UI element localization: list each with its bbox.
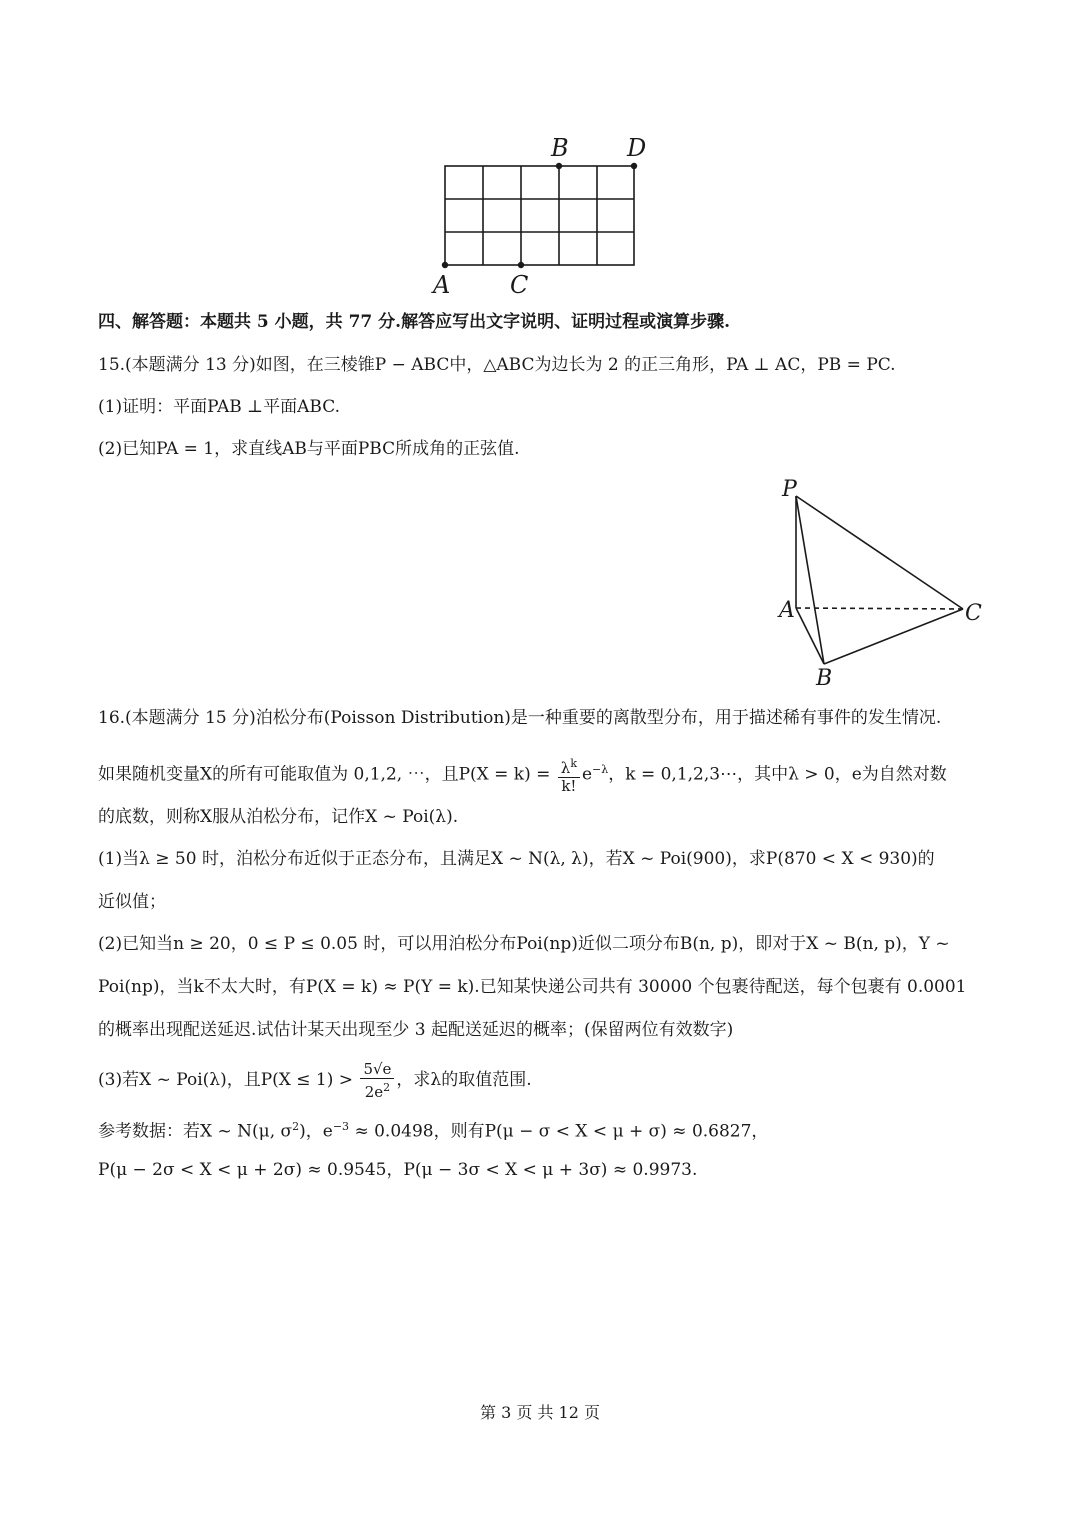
page-footer: 第 3 页 共 12 页 bbox=[480, 1403, 600, 1422]
edge-ac bbox=[796, 608, 963, 609]
part3-frac-den-sup: 2 bbox=[383, 1080, 391, 1094]
part3-fraction bbox=[360, 1061, 394, 1101]
part3-frac-den: 2e bbox=[364, 1082, 384, 1101]
exp-sup: −λ bbox=[592, 763, 609, 776]
label-a: A bbox=[779, 598, 795, 623]
label-b: B bbox=[816, 666, 833, 691]
tetrahedron-figure bbox=[770, 470, 990, 695]
exp-base: e bbox=[581, 764, 593, 785]
ref1-post: ≈ 0.0498，则有P(μ − σ < X < μ + σ) ≈ 0.6827， bbox=[349, 1121, 769, 1142]
ref1-sup: 2 bbox=[292, 1120, 300, 1133]
q16-part3-post: ，求λ的取值范围. bbox=[396, 1070, 532, 1090]
q15-part1: (1)证明：平面PAB ⊥平面ABC. bbox=[98, 397, 341, 417]
label-d: D bbox=[627, 134, 647, 162]
part3-frac-num: 5√e bbox=[360, 1061, 394, 1079]
q16-line2 bbox=[98, 748, 947, 796]
edge-pc bbox=[796, 496, 963, 609]
label-b: B bbox=[551, 134, 569, 162]
point-d bbox=[631, 163, 637, 169]
q16-line2-pre: 如果随机变量X的所有可能取值为 0,1,2, ⋯，且P(X = k) = bbox=[98, 764, 551, 785]
ref1-pre: 参考数据：若X ~ N(μ, σ bbox=[98, 1121, 293, 1142]
frac-num: λ bbox=[560, 759, 571, 778]
ref1-mid: )，e bbox=[299, 1121, 333, 1142]
frac-den: k! bbox=[561, 777, 577, 796]
q16-ref1 bbox=[98, 1115, 768, 1144]
q16-line1: 16.(本题满分 15 分)泊松分布(Poisson Distribution)是一种重要的离散型分布，用于描述稀有事件的发生情况. bbox=[98, 708, 942, 728]
q15-stem: 15.(本题满分 13 分)如图，在三棱锥P − ABC中，△ABC为边长为 2 的正三角形，PA ⊥ AC，PB = PC. bbox=[98, 355, 896, 375]
q16-line3: 的底数，则称X服从泊松分布，记作X ~ Poi(λ). bbox=[98, 807, 459, 827]
section-heading: 四、解答题：本题共 5 小题，共 77 分.解答应写出文字说明、证明过程或演算步骤. bbox=[98, 312, 730, 332]
label-a: A bbox=[433, 271, 451, 299]
edge-pb bbox=[796, 496, 824, 664]
frac-num-sup: k bbox=[570, 757, 577, 771]
q16-part1-a: (1)当λ ≥ 50 时，泊松分布近似于正态分布，且满足X ~ N(λ, λ)，若X ~ Poi(900)，求P(870 < X < 930)的 bbox=[98, 849, 935, 869]
q15-part2: (2)已知PA = 1，求直线AB与平面PBC所成角的正弦值. bbox=[98, 439, 520, 459]
q16-line2-post: ，k = 0,1,2,3⋯，其中λ > 0，e为自然对数 bbox=[608, 764, 947, 785]
q16-part2-c: 的概率出现配送延迟.试估计某天出现至少 3 起配送延迟的概率；(保留两位有效数字) bbox=[98, 1020, 734, 1040]
q16-part1-b: 近似值； bbox=[98, 892, 166, 912]
point-b bbox=[556, 163, 562, 169]
label-p: P bbox=[782, 477, 797, 502]
label-c: C bbox=[965, 601, 982, 626]
poisson-pmf-fraction bbox=[558, 755, 580, 795]
grid-lines bbox=[445, 166, 634, 265]
point-a bbox=[442, 262, 448, 268]
label-c: C bbox=[510, 271, 529, 299]
q16-part3-pre: (3)若X ~ Poi(λ)，且P(X ≤ 1) > bbox=[98, 1070, 354, 1090]
q16-part2-a: (2)已知当n ≥ 20，0 ≤ P ≤ 0.05 时，可以用泊松分布Poi(np)近似二项分布B(n, p)，即对于X ~ B(n, p)，Y ~ bbox=[98, 934, 950, 954]
q16-ref2: P(μ − 2σ < X < μ + 2σ) ≈ 0.9545，P(μ − 3σ < X < μ + 3σ) ≈ 0.9973. bbox=[98, 1160, 698, 1180]
edge-bc bbox=[824, 609, 963, 664]
grid-figure bbox=[420, 130, 680, 300]
q16-part2-b: Poi(np)，当k不太大时，有P(X = k) ≈ P(Y = k).已知某快递公司共有 30000 个包裹待配送，每个包裹有 0.0001 bbox=[98, 977, 967, 997]
q16-part3 bbox=[98, 1058, 532, 1102]
ref1-sup2: −3 bbox=[332, 1120, 350, 1133]
point-c bbox=[518, 262, 524, 268]
